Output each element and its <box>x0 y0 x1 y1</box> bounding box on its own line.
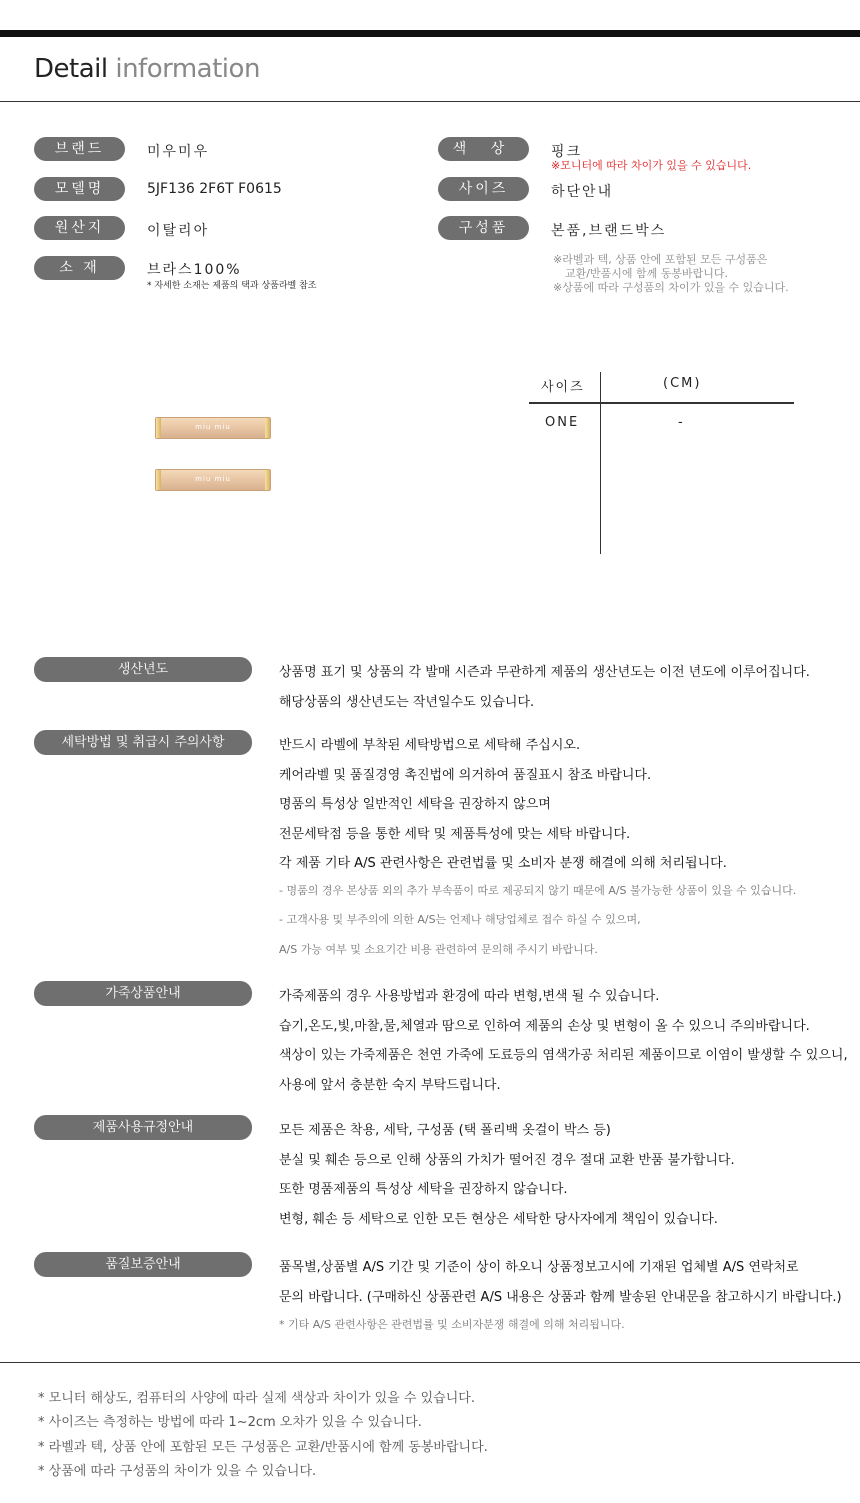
components-label: 구성품 <box>438 216 529 240</box>
section-line: 케어라벨 및 품질경영 촉진법에 의거하여 품질표시 참조 바랍니다. <box>279 768 652 783</box>
product-clip-image <box>155 417 271 439</box>
table-header-rule <box>529 402 794 404</box>
model-value: 5JF136 2F6T F0615 <box>147 181 282 197</box>
color-label: 색 상 <box>438 137 529 161</box>
origin-value: 이탈리아 <box>147 223 210 239</box>
color-value: 핑크 <box>551 144 583 160</box>
section-label-laundry: 세탁방법 및 취급시 주의사항 <box>34 730 252 755</box>
size-label: 사이즈 <box>438 177 529 201</box>
section-small-line: * 기타 A/S 관련사항은 관련법률 및 소비자분쟁 해결에 의해 처리됩니다. <box>279 1318 625 1331</box>
brand-value: 미우미우 <box>147 144 210 160</box>
section-line: 품목별,상품별 A/S 기간 및 기준이 상이 하오니 상품정보고시에 기재된 업체별 A/S 연락처로 <box>279 1260 799 1275</box>
section-small-line: - 고객사용 및 부주의에 의한 A/S는 언제나 해당업체로 접수 하실 수 있으며, <box>279 913 641 926</box>
clip-logo: miu miu <box>195 475 231 483</box>
section-line: 상품명 표기 및 상품의 각 발매 시즌과 무관하게 제품의 생산년도는 이전 년도에 이루어집니다. <box>279 665 810 680</box>
material-value: 브라스100% <box>147 262 242 278</box>
section-line: 분실 및 훼손 등으로 인해 상품의 가치가 떨어진 경우 절대 교환 반품 불가합니다. <box>279 1153 735 1168</box>
footer-note: * 사이즈는 측정하는 방법에 따라 1~2cm 오차가 있을 수 있습니다. <box>38 1415 422 1430</box>
section-line: 반드시 라벨에 부착된 세탁방법으로 세탁해 주십시오. <box>279 738 581 753</box>
size-col-header: 사이즈 <box>541 380 585 395</box>
section-line: 전문세탁점 등을 통한 세탁 및 제품특성에 맞는 세탁 바랍니다. <box>279 827 631 842</box>
section-line: 사용에 앞서 충분한 숙지 부탁드립니다. <box>279 1078 501 1093</box>
components-note-1: ※라벨과 텍, 상품 안에 포함된 모든 구성품은 <box>553 253 768 266</box>
size-table <box>529 372 794 554</box>
section-line: 변형, 훼손 등 세탁으로 인한 모든 현상은 세탁한 당사자에게 책임이 있습니다. <box>279 1212 718 1227</box>
section-line: 가죽제품의 경우 사용방법과 환경에 따라 변형,변색 될 수 있습니다. <box>279 989 660 1004</box>
title-light: information <box>115 54 260 84</box>
section-line: 문의 바랍니다. (구매하신 상품관련 A/S 내용은 상품과 함께 발송된 안내문을 참고하시기 바랍니다.) <box>279 1290 842 1305</box>
section-label-production-year: 생산년도 <box>34 657 252 682</box>
footer-note: * 라벨과 텍, 상품 안에 포함된 모든 구성품은 교환/반품시에 함께 동봉바랍니다. <box>38 1440 488 1455</box>
material-label: 소 재 <box>34 256 125 280</box>
top-border <box>0 30 860 37</box>
section-label-usage-policy: 제품사용규정안내 <box>34 1115 252 1140</box>
page-title <box>34 54 260 84</box>
section-label-leather: 가죽상품안내 <box>34 981 252 1006</box>
footer-note: * 모니터 해상도, 컴퓨터의 사양에 따라 실제 색상과 차이가 있을 수 있습니다. <box>38 1391 475 1406</box>
table-column-rule <box>600 372 601 554</box>
section-label-warranty: 품질보증안내 <box>34 1252 252 1277</box>
clip-logo: miu miu <box>195 423 231 431</box>
origin-label: 원산지 <box>34 216 125 240</box>
size-cell: ONE <box>545 415 580 430</box>
section-small-line: - 명품의 경우 본상품 외의 추가 부속품이 따로 제공되지 않기 때문에 A/S 불가능한 상품이 있을 수 있습니다. <box>279 884 797 897</box>
section-line: 모든 제품은 착용, 세탁, 구성품 (택 폴리백 옷걸이 박스 등) <box>279 1123 611 1138</box>
title-strong: Detail <box>34 54 108 84</box>
material-note: * 자세한 소재는 제품의 택과 상품라벨 참조 <box>147 281 317 291</box>
product-clip-image <box>155 469 271 491</box>
section-line: 습기,온도,빛,마찰,물,체열과 땀으로 인하여 제품의 손상 및 변형이 올 수 있으니 주의바랍니다. <box>279 1019 810 1034</box>
size-value: 하단안내 <box>551 184 614 200</box>
brand-label: 브랜드 <box>34 137 125 161</box>
section-line: 명품의 특성상 일반적인 세탁을 권장하지 않으며 <box>279 797 551 812</box>
section-small-line: A/S 가능 여부 및 소요기간 비용 관련하여 문의해 주시기 바랍니다. <box>279 943 598 956</box>
value-cell: - <box>678 415 685 430</box>
model-label: 모델명 <box>34 177 125 201</box>
footer-divider <box>0 1362 860 1363</box>
section-line: 또한 명품제품의 특성상 세탁을 권장하지 않습니다. <box>279 1182 568 1197</box>
header-divider <box>0 101 860 102</box>
section-line: 해당상품의 생산년도는 작년일수도 있습니다. <box>279 695 535 710</box>
cm-col-header: (CM) <box>663 376 702 391</box>
components-note-3: ※상품에 따라 구성품의 차이가 있을 수 있습니다. <box>553 281 789 294</box>
components-note-2: 교환/반품시에 함께 동봉바랍니다. <box>565 267 728 280</box>
section-line: 색상이 있는 가죽제품은 천연 가죽에 도료등의 염색가공 처리된 제품이므로 이염이 발생할 수 있으니, <box>279 1048 848 1063</box>
section-line: 각 제품 기타 A/S 관련사항은 관련법률 및 소비자 분쟁 해결에 의해 처리됩니다. <box>279 856 727 871</box>
footer-note: * 상품에 따라 구성품의 차이가 있을 수 있습니다. <box>38 1464 317 1479</box>
components-value: 본품,브랜드박스 <box>551 223 667 239</box>
color-note: ※모니터에 따라 차이가 있을 수 있습니다. <box>551 159 752 172</box>
